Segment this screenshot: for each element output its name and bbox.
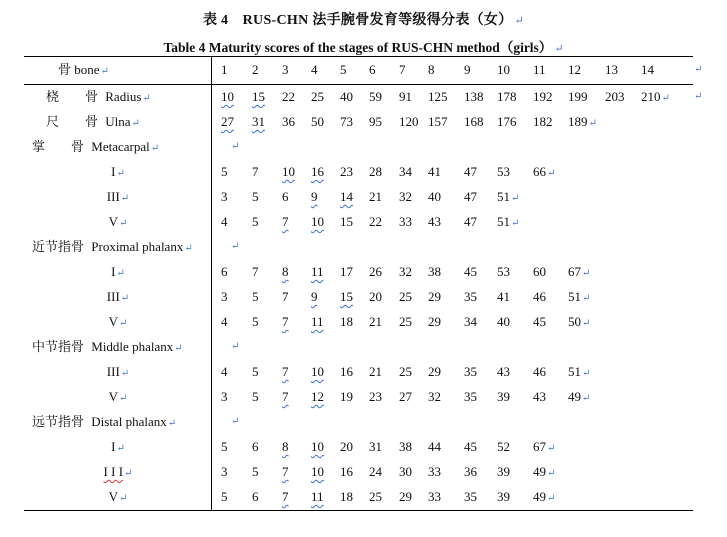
score-cell: 15 [340,214,353,229]
bone-label: 尺 骨 Ulna↵ [46,114,140,129]
score-cell: 17 [340,264,353,279]
score-cell: 10 [311,214,324,229]
score-cell: 43 [533,389,546,404]
score-cell: 12 [311,389,324,404]
score-cell: 39 [497,464,510,479]
bone-group-label: 中节指骨 Middle phalanx↵ [32,339,183,354]
score-cell: 21 [369,364,382,379]
stage-header-3: 3 [282,62,289,77]
score-cell: 203 [605,89,625,104]
stage-header-14: 14 [641,62,654,77]
score-cell: 53 [497,164,510,179]
sub-bone-label: I↵ [111,264,125,279]
score-cell: 47 [464,164,477,179]
table-row: 桡 骨 Radius↵ 10 15 22 25 40 59 91 125 138 178 192 199 203 210↵ ↵ [0,86,727,108]
stage-header-9: 9 [464,62,471,77]
score-cell: 32 [428,389,441,404]
score-cell: 46 [533,289,546,304]
score-cell: 8 [282,439,289,454]
bone-group-label: 近节指骨 Proximal phalanx↵ [32,239,193,254]
stage-header-4: 4 [311,62,318,77]
score-cell: 29 [428,314,441,329]
score-cell: 23 [369,389,382,404]
score-cell: 40 [340,89,353,104]
score-cell: 10 [311,464,324,479]
score-cell: 51↵ [497,214,520,229]
score-cell: 30 [399,464,412,479]
score-cell: 6 [252,489,259,504]
score-cell: 199 [568,89,588,104]
score-cell: 5 [252,189,259,204]
score-cell: 31 [252,114,265,129]
score-cell: 25 [399,364,412,379]
stage-header-1: 1 [221,62,228,77]
table-row [0,386,727,408]
score-cell: 10 [282,164,295,179]
score-cell: 7 [282,289,289,304]
score-cell: 50 [311,114,324,129]
score-cell: 20 [340,439,353,454]
table-header-rule [24,84,693,85]
bone-group-label: 掌 骨 Metacarpal↵ [32,139,160,154]
score-cell: 5 [252,289,259,304]
score-cell: 11 [311,264,324,279]
score-cell: 6 [282,189,289,204]
score-cell: 18 [340,314,353,329]
score-cell: 34 [464,314,477,329]
score-cell: 5 [221,164,228,179]
table-row: 远节指骨 Distal phalanx↵ ↵ [0,411,727,433]
score-cell: 45 [533,314,546,329]
score-cell: 73 [340,114,353,129]
score-cell: 41 [428,164,441,179]
sub-bone-label: III↵ [106,189,130,204]
score-cell: 138 [464,89,484,104]
stage-header-11: 11 [533,62,546,77]
score-cell: 21 [369,189,382,204]
table-row [0,486,727,508]
sub-bone-label: III↵ [106,364,130,379]
score-cell: 35 [464,489,477,504]
score-cell: 49↵ [568,389,591,404]
score-cell: 5 [252,389,259,404]
table-bottom-rule [24,510,693,511]
score-cell: 11 [311,314,324,329]
sub-bone-label: III↵ [106,289,130,304]
table-row [0,261,727,283]
score-cell: 26 [369,264,382,279]
score-cell: 39 [497,489,510,504]
score-cell: 3 [221,464,228,479]
score-cell: 9 [311,289,318,304]
score-cell: 19 [340,389,353,404]
score-cell: 95 [369,114,382,129]
stage-header-8: 8 [428,62,435,77]
score-cell: 11 [311,489,324,504]
score-cell: 10 [311,364,324,379]
score-cell: 182 [533,114,553,129]
score-cell: 22 [369,214,382,229]
score-cell: 15 [252,89,265,104]
score-cell: 38 [399,439,412,454]
score-cell: 34 [399,164,412,179]
score-cell: 16 [340,364,353,379]
score-cell: 168 [464,114,484,129]
score-cell: 50↵ [568,314,591,329]
score-cell: 35 [464,289,477,304]
score-cell: 6 [221,264,228,279]
score-cell: 51↵ [568,289,591,304]
score-cell: 176 [497,114,517,129]
score-cell: 14 [340,189,353,204]
score-cell: 125 [428,89,448,104]
score-cell: 22 [282,89,295,104]
score-cell: 43 [497,364,510,379]
score-cell: 47 [464,189,477,204]
sub-bone-label: V↵ [108,214,128,229]
score-cell: 4 [221,364,228,379]
table-title-english: Table 4 Maturity scores of the stages of RUS-CHN method（girls） ↵ [163,40,564,55]
table-row [0,111,727,133]
score-cell: 16 [311,164,324,179]
sub-bone-label: V↵ [108,314,128,329]
score-cell: 6 [252,439,259,454]
score-cell: 45 [464,264,477,279]
sub-bone-label: V↵ [108,489,128,504]
score-cell: 5 [252,364,259,379]
score-cell: 41 [497,289,510,304]
stage-header-10: 10 [497,62,510,77]
score-cell: 33 [428,489,441,504]
score-cell: 39 [497,389,510,404]
score-cell: 59 [369,89,382,104]
score-cell: 18 [340,489,353,504]
score-cell: 3 [221,189,228,204]
score-cell: 5 [252,314,259,329]
score-cell: 29 [428,289,441,304]
table-row [0,186,727,208]
score-cell: 27 [221,114,234,129]
score-cell: 60 [533,264,546,279]
table-header-row: 骨 bone↵ 1 2 3 4 5 6 7 8 9 10 11 12 13 14 ↵ [0,59,727,81]
score-cell: 53 [497,264,510,279]
score-cell: 4 [221,314,228,329]
score-cell: 5 [252,214,259,229]
score-cell: 7 [282,364,289,379]
table-row: 掌 骨 Metacarpal↵ ↵ [0,136,727,158]
score-cell: 178 [497,89,517,104]
score-cell: 3 [221,389,228,404]
score-cell: 5 [252,464,259,479]
score-cell: 49↵ [533,489,556,504]
score-cell: 33 [428,464,441,479]
score-cell: 46 [533,364,546,379]
sub-bone-label: I I I↵ [103,464,133,479]
sub-bone-label: V↵ [108,389,128,404]
stage-header-5: 5 [340,62,347,77]
score-cell: 33 [399,214,412,229]
score-cell: 31 [369,439,382,454]
score-cell: 192 [533,89,553,104]
bone-label: 桡 骨 Radius↵ [46,89,151,104]
score-cell: 10 [221,89,234,104]
score-cell: 29 [399,489,412,504]
table-top-rule [24,56,693,57]
score-cell: 35 [464,364,477,379]
score-cell: 15 [340,289,353,304]
score-cell: 45 [464,439,477,454]
score-cell: 20 [369,289,382,304]
score-cell: 120 [399,114,419,129]
table-row [0,436,727,458]
table-row [0,361,727,383]
score-cell: 24 [369,464,382,479]
score-cell: 7 [282,214,289,229]
score-cell: 28 [369,164,382,179]
score-cell: 66↵ [533,164,556,179]
stage-header-2: 2 [252,62,259,77]
score-cell: 7 [282,389,289,404]
score-cell: 25 [311,89,324,104]
score-cell: 40 [428,189,441,204]
score-cell: 47 [464,214,477,229]
score-cell: 25 [369,489,382,504]
score-cell: 16 [340,464,353,479]
score-cell: 51↵ [568,364,591,379]
sub-bone-label: I↵ [111,439,125,454]
score-cell: 52 [497,439,510,454]
score-cell: 51↵ [497,189,520,204]
score-cell: 189↵ [568,114,597,129]
score-cell: 49↵ [533,464,556,479]
score-cell: 32 [399,189,412,204]
score-cell: 7 [282,464,289,479]
score-cell: 25 [399,289,412,304]
stage-header-13: 13 [605,62,618,77]
table-row [0,311,727,333]
score-cell: 29 [428,364,441,379]
score-cell: 35 [464,389,477,404]
table-row [0,161,727,183]
score-cell: 7 [252,264,259,279]
score-cell: 43 [428,214,441,229]
score-cell: 67↵ [568,264,591,279]
table-title-chinese: 表 4 RUS-CHN 法手腕骨发育等级得分表（女） ↵ [202,13,525,28]
score-cell: 91 [399,89,412,104]
bone-group-label: 远节指骨 Distal phalanx↵ [32,414,177,429]
stage-header-6: 6 [369,62,376,77]
score-cell: 21 [369,314,382,329]
score-cell: 36 [464,464,477,479]
sub-bone-label: I↵ [111,164,125,179]
bone-column-header: 骨 bone↵ [58,62,109,77]
score-cell: 44 [428,439,441,454]
score-cell: 10 [311,439,324,454]
score-cell: 25 [399,314,412,329]
score-cell: 5 [221,439,228,454]
score-cell: 23 [340,164,353,179]
score-cell: 40 [497,314,510,329]
score-cell: 32 [399,264,412,279]
table-row [0,211,727,233]
score-cell: 9 [311,189,318,204]
score-cell: 67↵ [533,439,556,454]
score-cell: 36 [282,114,295,129]
score-cell: 210↵ [641,89,670,104]
score-cell: 3 [221,289,228,304]
score-cell: 5 [221,489,228,504]
score-cell: 157 [428,114,448,129]
score-cell: 27 [399,389,412,404]
table-row: 近节指骨 Proximal phalanx↵ ↵ [0,236,727,258]
table-row [0,461,727,483]
score-cell: 4 [221,214,228,229]
score-cell: 8 [282,264,289,279]
table-row [0,286,727,308]
stage-header-7: 7 [399,62,406,77]
table-row: 中节指骨 Middle phalanx↵ ↵ [0,336,727,358]
score-cell: 7 [252,164,259,179]
score-cell: 7 [282,314,289,329]
score-cell: 7 [282,489,289,504]
stage-header-12: 12 [568,62,581,77]
score-cell: 38 [428,264,441,279]
